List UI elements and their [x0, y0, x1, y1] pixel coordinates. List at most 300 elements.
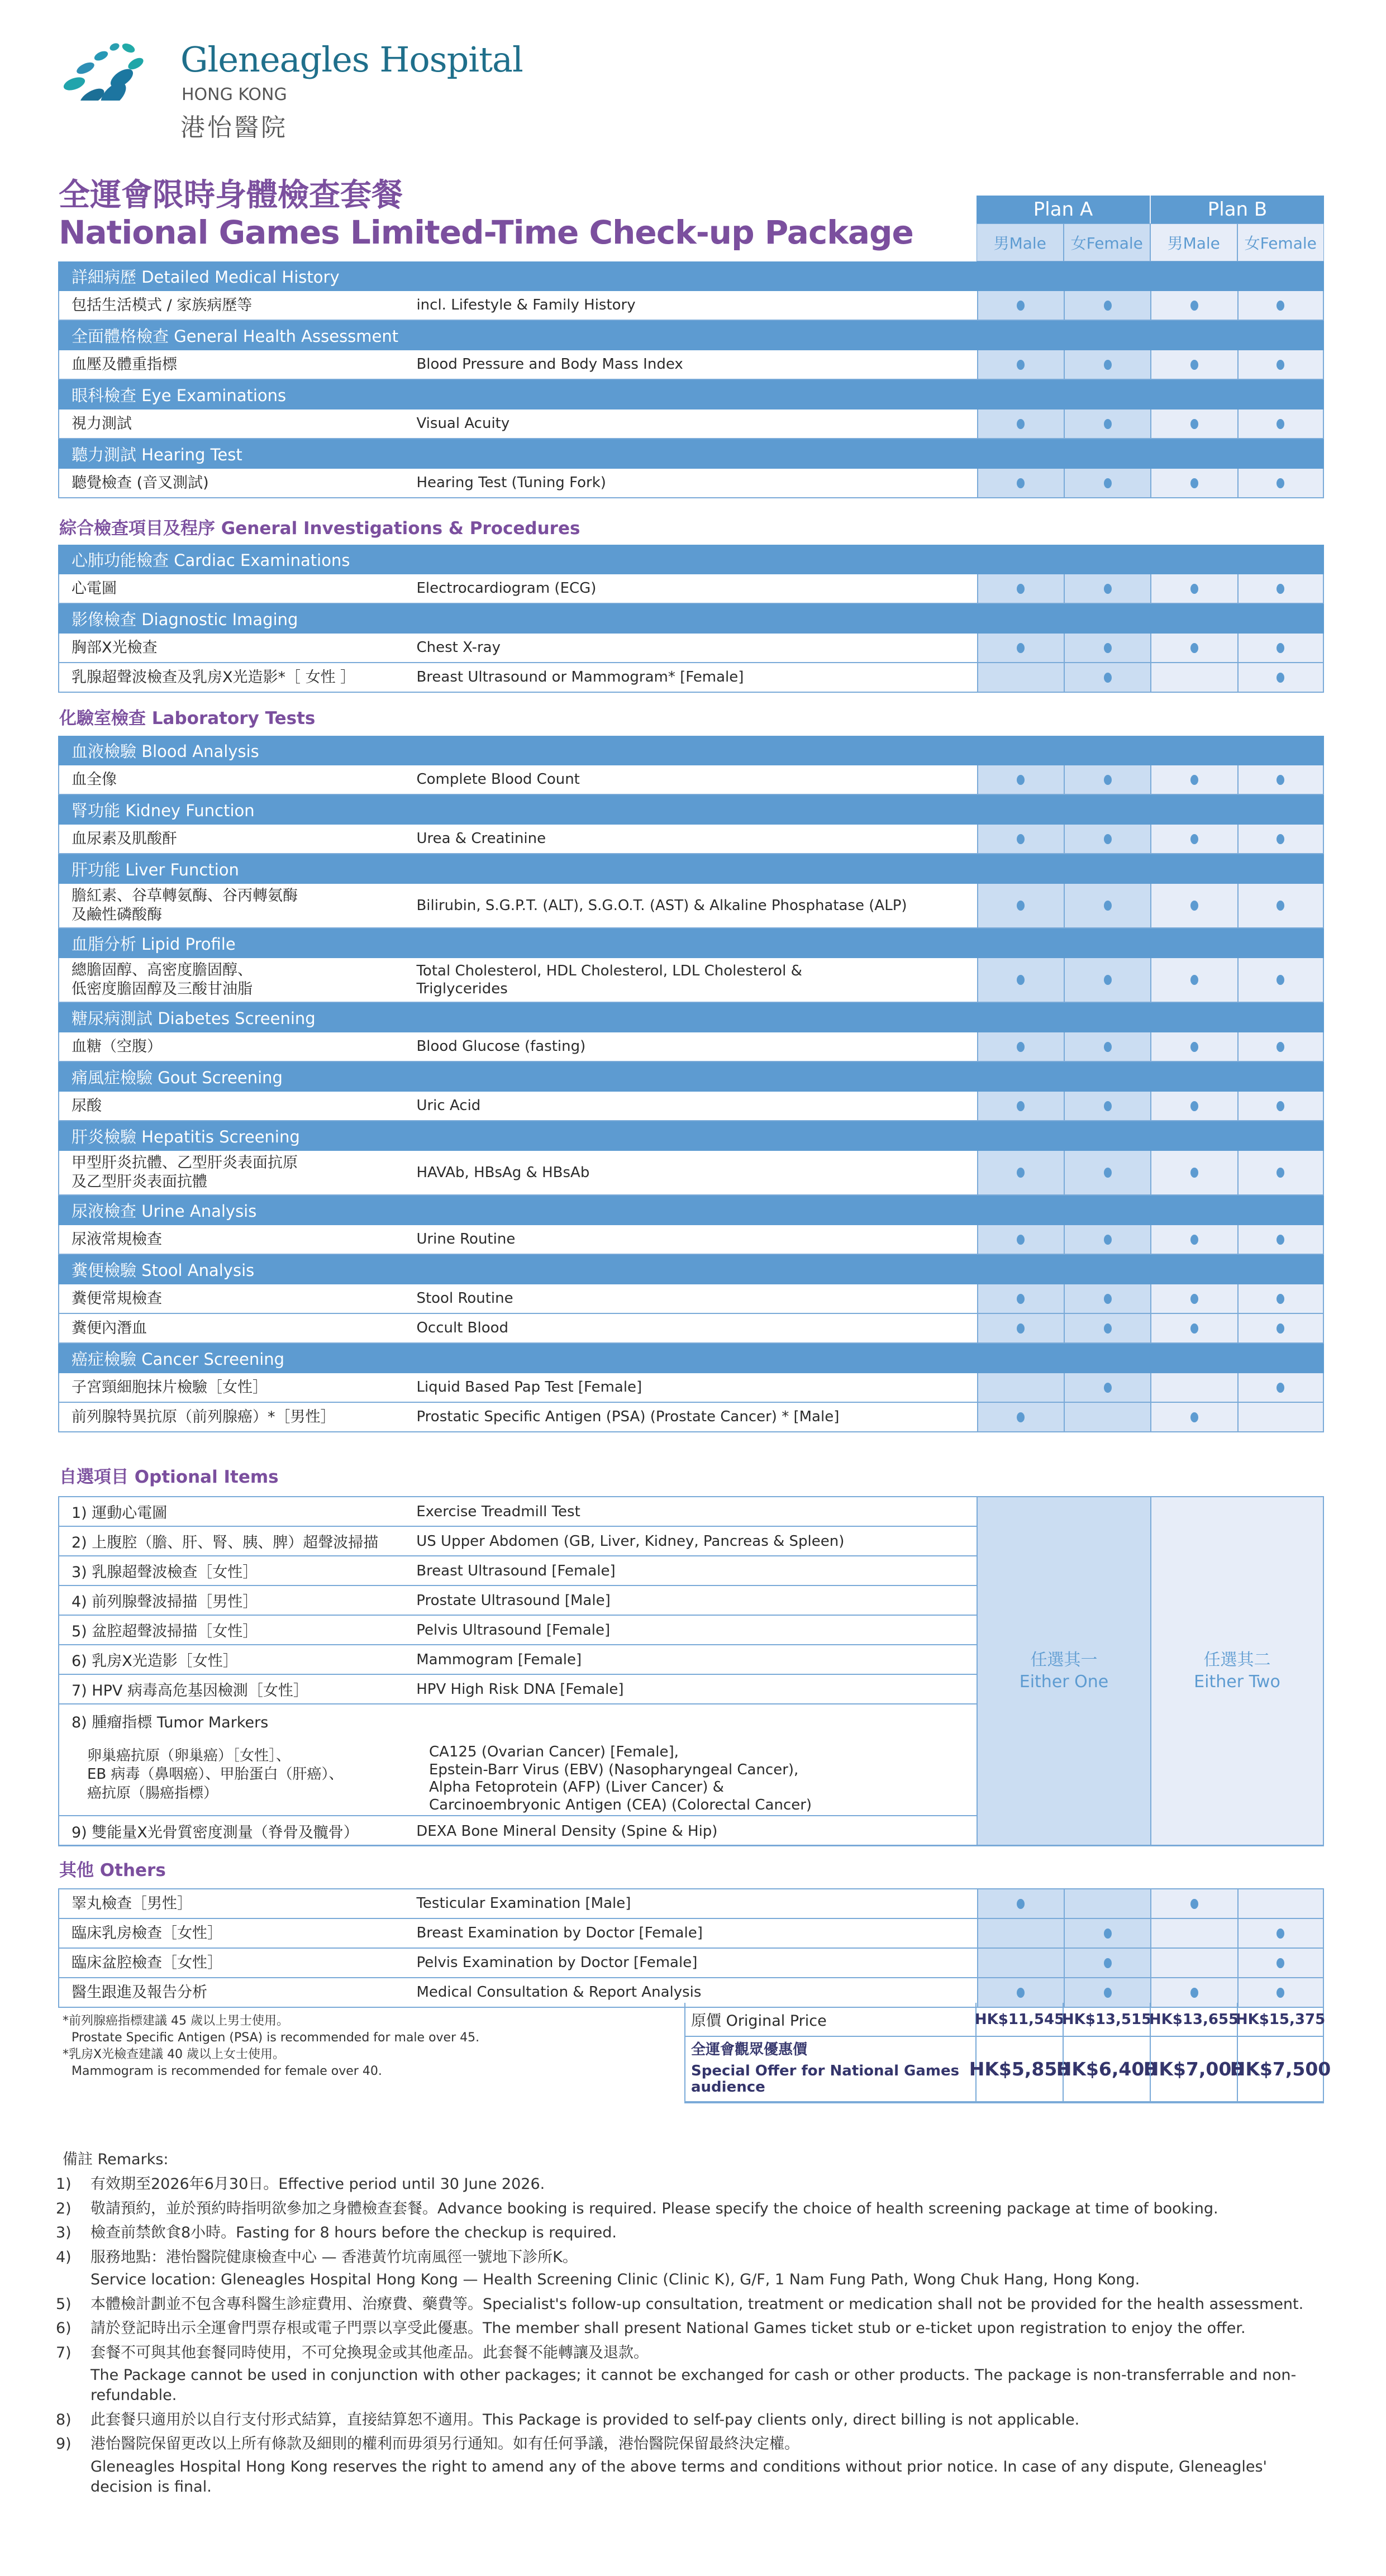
- plan-a-male-cell: [977, 1373, 1064, 1402]
- table-row: [58, 825, 1324, 854]
- laboratory-tests-table: [58, 736, 1324, 1432]
- included-dot-icon: [1190, 1101, 1198, 1111]
- optional-item-zh: 5) 盆腔超聲波掃描［女性］: [72, 1623, 258, 1640]
- included-dot-icon: [1017, 419, 1025, 429]
- plan-a-choice-en: Either One: [1019, 1672, 1109, 1692]
- original-price-row: [684, 2003, 1324, 2037]
- plan-a-female-cell: [1064, 1032, 1150, 1061]
- tumor-en-line: Alpha Fetoprotein (AFP) (Liver Cancer) &: [429, 1779, 724, 1796]
- plan-a-female-cell: [1064, 350, 1150, 379]
- included-dot-icon: [1190, 1235, 1198, 1245]
- plan-b-male-cell: [1150, 469, 1237, 497]
- hospital-region: HONG KONG: [182, 85, 287, 104]
- included-dot-icon: [1017, 775, 1025, 785]
- tumor-en-line: Epstein-Barr Virus (EBV) (Nasopharyngeal Cancer),: [429, 1761, 799, 1778]
- remark-line: Gleneagles Hospital Hong Kong reserves the right to amend any of the above terms and conditions without prior notice. In case of any dispute, Gleneagles' decision is final.: [91, 2458, 1267, 2496]
- plan-a-male-cell: [977, 469, 1064, 497]
- tumor-markers-heading: 8) 腫瘤指標 Tumor Markers: [72, 1714, 269, 1731]
- plan-a-female-cell: [1064, 825, 1150, 853]
- tumor-zh-line: 卵巢癌抗原（卵巢癌）［女性］、: [87, 1748, 291, 1764]
- item-name-zh: [59, 1092, 416, 1120]
- table-row: [58, 765, 1324, 795]
- item-zh-text: 子宮頸細胞抹片檢驗［女性］: [72, 1378, 268, 1396]
- included-dot-icon: [1017, 1323, 1025, 1334]
- remark-item: [56, 2248, 1330, 2291]
- plan-b-female-header: 女Female: [1237, 223, 1325, 261]
- optional-item: [59, 1497, 977, 1527]
- special-price-label-en: Special Offer for National Games audience: [691, 2062, 960, 2096]
- original-price-plan-b-female: HK$15,375: [1237, 2003, 1324, 2036]
- included-dot-icon: [1277, 775, 1284, 785]
- item-en-text: Blood Pressure and Body Mass Index: [416, 356, 683, 373]
- plan-b-male-cell: [1150, 1314, 1237, 1342]
- footnote-psa-en: Prostate Specific Antigen (PSA) is recommended for male over 45.: [72, 2030, 480, 2045]
- item-en-text: Occult Blood: [416, 1320, 509, 1337]
- section-title-general-investigations: 綜合檢查項目及程序 General Investigations & Procedures: [59, 518, 580, 539]
- plan-b-female-cell: [1237, 1919, 1324, 1948]
- remark-line: 服務地點：港怡醫院健康檢查中心 — 香港黃竹坑南風徑一號地下診所K。: [91, 2248, 578, 2266]
- optional-items-list: [58, 1497, 977, 1846]
- plan-b-choice-zh: 任選其二: [1203, 1650, 1271, 1670]
- included-dot-icon: [1104, 1294, 1112, 1304]
- plan-a-header: Plan A: [977, 196, 1150, 223]
- remark-item: [56, 2174, 1330, 2194]
- table-row: [58, 1092, 1324, 1121]
- included-dot-icon: [1017, 1168, 1025, 1178]
- plan-a-female-cell: [1064, 1284, 1150, 1313]
- included-dot-icon: [1104, 1383, 1112, 1393]
- included-dot-icon: [1017, 1101, 1025, 1111]
- plan-a-male-cell: [977, 884, 1064, 927]
- optional-item-en: Mammogram [Female]: [416, 1651, 582, 1668]
- plan-a-female-cell: [1064, 1092, 1150, 1120]
- plan-b-optional-choice: [1150, 1497, 1324, 1845]
- item-en-text: Hearing Test (Tuning Fork): [416, 474, 606, 492]
- tumor-zh-line: 癌抗原（腸癌指標）: [87, 1784, 218, 1802]
- remarks-heading: 備註 Remarks:: [63, 2151, 169, 2168]
- included-dot-icon: [1190, 834, 1198, 844]
- plan-b-female-cell: [1237, 410, 1324, 438]
- item-name-en: [416, 1889, 977, 1918]
- plan-b-female-cell: [1237, 1284, 1324, 1313]
- item-en-text: Blood Glucose (fasting): [416, 1038, 586, 1055]
- plan-b-male-cell: [1150, 663, 1237, 692]
- item-name-zh: [59, 1373, 416, 1402]
- remark-line: 敬請預約，並於預約時指明欲參加之身體檢查套餐。Advance booking is required. Please specify the choice of health screening package at time of booking.: [91, 2199, 1218, 2217]
- remark-item: [56, 2318, 1330, 2339]
- category-header: 聽力測試 Hearing Test: [58, 439, 1324, 469]
- category-header: 全面體格檢查 General Health Assessment: [58, 321, 1324, 350]
- item-name-en: [416, 825, 977, 853]
- plan-b-female-cell: [1237, 1403, 1324, 1431]
- included-dot-icon: [1104, 1235, 1112, 1245]
- item-zh-text: 包括生活模式 / 家族病歷等: [72, 296, 253, 314]
- plan-a-male-header: 男Male: [977, 223, 1064, 261]
- item-name-en: [416, 1919, 977, 1948]
- item-name-zh: [59, 1284, 416, 1313]
- plan-b-female-cell: [1237, 1151, 1324, 1194]
- plan-b-female-cell: [1237, 291, 1324, 320]
- table-row: [58, 1919, 1324, 1949]
- item-en-text: Uric Acid: [416, 1097, 481, 1115]
- included-dot-icon: [1277, 1101, 1284, 1111]
- item-name-en: [416, 574, 977, 603]
- item-name-zh: [59, 1225, 416, 1254]
- included-dot-icon: [1277, 1042, 1284, 1052]
- item-name-en: [416, 1314, 977, 1342]
- general-investigations-table: [58, 545, 1324, 693]
- item-name-zh: [59, 1889, 416, 1918]
- item-en-text: incl. Lifestyle & Family History: [416, 297, 636, 314]
- plan-b-male-cell: [1150, 410, 1237, 438]
- item-name-en: [416, 1284, 977, 1313]
- item-name-zh: [59, 1151, 416, 1194]
- tumor-en-line: Carcinoembryonic Antigen (CEA) (Colorectal Cancer): [429, 1797, 812, 1814]
- hospital-name-zh: 港怡醫院: [180, 113, 288, 142]
- tumor-en-line: CA125 (Ovarian Cancer) [Female],: [429, 1744, 679, 1760]
- remark-item: [56, 2410, 1330, 2430]
- plan-a-female-cell: [1064, 1373, 1150, 1402]
- included-dot-icon: [1190, 775, 1198, 785]
- item-name-en: [416, 410, 977, 438]
- plan-a-male-cell: [977, 1092, 1064, 1120]
- plan-b-male-cell: [1150, 1092, 1237, 1120]
- included-dot-icon: [1017, 834, 1025, 844]
- item-zh-text: 血糖（空腹）: [72, 1037, 162, 1055]
- plan-b-female-cell: [1237, 958, 1324, 1002]
- remark-text: [91, 2318, 1330, 2339]
- plan-a-male-cell: [977, 1949, 1064, 1977]
- category-header: 眼科檢查 Eye Examinations: [58, 380, 1324, 410]
- item-zh-text: 醫生跟進及報告分析: [72, 1983, 207, 2001]
- item-name-en: [416, 663, 977, 692]
- included-dot-icon: [1277, 975, 1284, 985]
- optional-item-zh: 9) 雙能量X光骨質密度測量（脊骨及髖骨）: [72, 1824, 359, 1841]
- item-zh-text-line2: 及鹼性磷酸酶: [72, 906, 162, 923]
- plan-b-male-cell: [1150, 1284, 1237, 1313]
- category-header: 肝功能 Liver Function: [58, 854, 1324, 884]
- included-dot-icon: [1277, 301, 1284, 311]
- included-dot-icon: [1017, 1412, 1025, 1422]
- item-zh-text: 聽覺檢查 (音叉測試): [72, 474, 209, 492]
- item-en-text: Stool Routine: [416, 1290, 513, 1307]
- included-dot-icon: [1104, 643, 1112, 653]
- plan-a-female-cell: [1064, 958, 1150, 1002]
- footnote-mammogram-en: Mammogram is recommended for female over 40.: [72, 2064, 382, 2078]
- included-dot-icon: [1190, 1168, 1198, 1178]
- table-row: [58, 1314, 1324, 1344]
- plan-a-female-header: 女Female: [1064, 223, 1151, 261]
- optional-item-tumor-markers: [59, 1704, 977, 1816]
- special-price-label: [685, 2037, 975, 2101]
- optional-item-en: Exercise Treadmill Test: [416, 1503, 580, 1520]
- plan-a-optional-choice: [977, 1497, 1150, 1845]
- remark-number: 2): [56, 2199, 72, 2217]
- special-price-plan-b-male: HK$7,000: [1150, 2037, 1237, 2101]
- item-name-en: [416, 1373, 977, 1402]
- included-dot-icon: [1190, 419, 1198, 429]
- plan-a-female-cell: [1064, 1949, 1150, 1977]
- remark-number: 1): [56, 2175, 72, 2193]
- table-row: [58, 1403, 1324, 1432]
- item-en-text: Bilirubin, S.G.P.T. (ALT), S.G.O.T. (AST) & Alkaline Phosphatase (ALP): [416, 897, 907, 914]
- optional-item-zh: 2) 上腹腔（膽、肝、腎、胰、脾）超聲波掃描: [72, 1534, 379, 1551]
- item-name-zh: [59, 291, 416, 320]
- item-name-en: [416, 884, 977, 927]
- item-name-zh: [59, 1314, 416, 1342]
- item-name-en: [416, 634, 977, 662]
- remark-text: [91, 2343, 1330, 2406]
- included-dot-icon: [1190, 301, 1198, 311]
- item-zh-text: 胸部X光檢查: [72, 639, 158, 656]
- item-en-text: Breast Ultrasound or Mammogram* [Female]: [416, 669, 744, 686]
- item-name-zh: [59, 574, 416, 603]
- plan-a-male-cell: [977, 410, 1064, 438]
- plan-a-female-cell: [1064, 1151, 1150, 1194]
- plan-b-female-cell: [1237, 663, 1324, 692]
- included-dot-icon: [1017, 643, 1025, 653]
- tumor-markers-en: [429, 1744, 812, 1815]
- included-dot-icon: [1190, 1899, 1198, 1909]
- included-dot-icon: [1104, 834, 1112, 844]
- item-en-text: Complete Blood Count: [416, 771, 580, 788]
- category-header: 肝炎檢驗 Hepatitis Screening: [58, 1121, 1324, 1151]
- section-title-optional-items: 自選項目 Optional Items: [59, 1467, 279, 1487]
- plan-a-choice-zh: 任選其一: [1030, 1650, 1098, 1670]
- table-row: [58, 1032, 1324, 1062]
- table-row: [58, 958, 1324, 1003]
- included-dot-icon: [1017, 1294, 1025, 1304]
- plan-b-male-cell: [1150, 1949, 1237, 1977]
- item-en-text: Liquid Based Pap Test [Female]: [416, 1379, 642, 1396]
- section-title-laboratory-tests: 化驗室檢查 Laboratory Tests: [59, 708, 316, 728]
- item-zh-text: 視力測試: [72, 415, 132, 432]
- optional-item-dexa: [59, 1816, 977, 1846]
- optional-item: [59, 1527, 977, 1556]
- plan-a-male-cell: [977, 291, 1064, 320]
- plan-a-male-cell: [977, 574, 1064, 603]
- plan-b-female-cell: [1237, 574, 1324, 603]
- included-dot-icon: [1277, 1958, 1284, 1968]
- included-dot-icon: [1104, 478, 1112, 488]
- item-zh-text: 血尿素及肌酸酐: [72, 830, 177, 847]
- included-dot-icon: [1277, 360, 1284, 370]
- item-zh-text: 睪丸檢查［男性］: [72, 1894, 192, 1912]
- included-dot-icon: [1104, 301, 1112, 311]
- plan-a-female-cell: [1064, 765, 1150, 794]
- plan-b-male-cell: [1150, 765, 1237, 794]
- plan-b-female-cell: [1237, 1889, 1324, 1918]
- plan-a-male-cell: [977, 634, 1064, 662]
- included-dot-icon: [1104, 1101, 1112, 1111]
- plan-a-male-cell: [977, 663, 1064, 692]
- remark-text: [91, 2410, 1330, 2430]
- included-dot-icon: [1017, 1899, 1025, 1909]
- category-header: 血脂分析 Lipid Profile: [58, 928, 1324, 958]
- tumor-markers-zh: [87, 1747, 344, 1803]
- included-dot-icon: [1277, 1323, 1284, 1334]
- plan-b-male-cell: [1150, 958, 1237, 1002]
- original-price-plan-a-female: HK$13,515: [1063, 2003, 1150, 2036]
- included-dot-icon: [1277, 1383, 1284, 1393]
- remark-number: 3): [56, 2224, 72, 2242]
- included-dot-icon: [1190, 1323, 1198, 1334]
- plan-b-male-cell: [1150, 1032, 1237, 1061]
- plan-a-female-cell: [1064, 634, 1150, 662]
- page-title-en: National Games Limited-Time Check-up Package: [59, 213, 913, 251]
- included-dot-icon: [1017, 1042, 1025, 1052]
- plan-b-male-cell: [1150, 1373, 1237, 1402]
- table-row: [58, 1373, 1324, 1403]
- item-zh-text: 血壓及體重指標: [72, 355, 177, 373]
- item-name-zh: [59, 765, 416, 794]
- plan-a-female-cell: [1064, 574, 1150, 603]
- item-name-zh: [59, 350, 416, 379]
- plan-b-male-cell: [1150, 350, 1237, 379]
- plan-b-choice-en: Either Two: [1194, 1672, 1280, 1692]
- plan-b-female-cell: [1237, 1032, 1324, 1061]
- included-dot-icon: [1277, 584, 1284, 594]
- category-header: 詳細病歷 Detailed Medical History: [58, 261, 1324, 291]
- plan-b-female-cell: [1237, 1949, 1324, 1977]
- item-zh-text: 心電圖: [72, 579, 117, 597]
- remark-item: [56, 2294, 1330, 2315]
- item-name-zh: [59, 410, 416, 438]
- included-dot-icon: [1190, 1042, 1198, 1052]
- remark-line: Service location: Gleneagles Hospital Hong Kong — Health Screening Clinic (Clinic K), G/F, 1 Nam Fung Path, Wong Chuk Hang, Hong Kong.: [91, 2271, 1140, 2289]
- plan-b-male-cell: [1150, 884, 1237, 927]
- plan-a-male-cell: [977, 1889, 1064, 1918]
- plan-b-male-cell: [1150, 634, 1237, 662]
- table-row: [58, 884, 1324, 928]
- item-en-text: Total Cholesterol, HDL Cholesterol, LDL Cholesterol &: [416, 962, 802, 979]
- remark-text: [91, 2434, 1330, 2497]
- included-dot-icon: [1277, 1294, 1284, 1304]
- table-row: [58, 1225, 1324, 1255]
- plan-a-female-cell: [1064, 1314, 1150, 1342]
- included-dot-icon: [1104, 775, 1112, 785]
- included-dot-icon: [1277, 834, 1284, 844]
- item-name-zh: [59, 1403, 416, 1431]
- included-dot-icon: [1277, 643, 1284, 653]
- plan-b-male-cell: [1150, 1225, 1237, 1254]
- item-zh-text: 總膽固醇、高密度膽固醇、: [72, 961, 253, 979]
- optional-item: [59, 1616, 977, 1645]
- item-en-text: Medical Consultation & Report Analysis: [416, 1984, 702, 2001]
- footnotes: [63, 2013, 479, 2080]
- item-zh-text: 膽紅素、谷草轉氨酶、谷丙轉氨酶: [72, 887, 298, 905]
- remark-item: [56, 2343, 1330, 2406]
- category-header: 癌症檢驗 Cancer Screening: [58, 1344, 1324, 1373]
- item-en-text: Breast Examination by Doctor [Female]: [416, 1925, 703, 1942]
- item-en-text: Pelvis Examination by Doctor [Female]: [416, 1954, 698, 1972]
- table-row: [58, 1889, 1324, 1919]
- original-price-label: 原價 Original Price: [691, 2012, 827, 2030]
- plan-b-female-cell: [1237, 1373, 1324, 1402]
- plan-a-male-cell: [977, 1032, 1064, 1061]
- plan-a-male-cell: [977, 1403, 1064, 1431]
- plan-a-female-cell: [1064, 1225, 1150, 1254]
- plan-b-male-cell: [1150, 574, 1237, 603]
- optional-item-zh: 4) 前列腺聲波掃描［男性］: [72, 1593, 258, 1611]
- plan-a-male-cell: [977, 1284, 1064, 1313]
- included-dot-icon: [1190, 1294, 1198, 1304]
- plan-a-female-cell: [1064, 410, 1150, 438]
- item-name-zh: [59, 825, 416, 853]
- optional-item: [59, 1556, 977, 1586]
- included-dot-icon: [1190, 478, 1198, 488]
- included-dot-icon: [1104, 1042, 1112, 1052]
- item-zh-text-line2: 及乙型肝炎表面抗體: [72, 1173, 207, 1191]
- remark-line: 有效期至2026年6月30日。Effective period until 30 June 2026.: [91, 2175, 545, 2193]
- remarks: [56, 2150, 1330, 2502]
- remark-number: 8): [56, 2411, 72, 2429]
- plan-a-female-cell: [1064, 469, 1150, 497]
- item-zh-text: 尿酸: [72, 1097, 102, 1115]
- item-name-en: [416, 291, 977, 320]
- included-dot-icon: [1104, 584, 1112, 594]
- item-zh-text: 糞便常規檢查: [72, 1289, 162, 1307]
- plan-a-male-cell: [977, 1919, 1064, 1948]
- remark-item: [56, 2199, 1330, 2219]
- plan-a-female-cell: [1064, 291, 1150, 320]
- section-title-others: 其他 Others: [59, 1860, 166, 1880]
- item-name-en: [416, 350, 977, 379]
- special-price-plan-a-male: HK$5,850: [975, 2037, 1063, 2101]
- plan-a-male-cell: [977, 1225, 1064, 1254]
- item-zh-text: 前列腺特異抗原（前列腺癌）*［男性］: [72, 1408, 336, 1426]
- included-dot-icon: [1277, 901, 1284, 911]
- optional-item-en: HPV High Risk DNA [Female]: [416, 1680, 624, 1698]
- included-dot-icon: [1017, 1235, 1025, 1245]
- item-name-zh: [59, 958, 416, 1002]
- page-title-zh: 全運會限時身體檢查套餐: [59, 177, 403, 213]
- item-name-zh: [59, 1978, 416, 2007]
- plan-a-male-cell: [977, 958, 1064, 1002]
- item-zh-text: 甲型肝炎抗體、乙型肝炎表面抗原: [72, 1154, 298, 1172]
- included-dot-icon: [1190, 584, 1198, 594]
- footnote-psa-zh: *前列腺癌指標建議 45 歲以上男士使用。: [63, 2014, 289, 2028]
- remark-number: 4): [56, 2248, 72, 2266]
- remark-line: 此套餐只適用於以自行支付形式結算，直接結算恕不適用。This Package is provided to self-pay clients only, direct billing is not applicable.: [91, 2411, 1080, 2429]
- included-dot-icon: [1104, 1323, 1112, 1334]
- table-row: [58, 291, 1324, 321]
- item-name-en: [416, 1092, 977, 1120]
- plan-b-male-header: 男Male: [1150, 223, 1237, 261]
- item-name-en: [416, 1151, 977, 1194]
- included-dot-icon: [1017, 360, 1025, 370]
- basic-assessment-table: [58, 261, 1324, 498]
- optional-item-en: DEXA Bone Mineral Density (Spine & Hip): [416, 1822, 718, 1840]
- plan-a-female-cell: [1064, 663, 1150, 692]
- item-zh-text-line2: 低密度膽固醇及三酸甘油脂: [72, 980, 253, 998]
- item-zh-text: 乳腺超聲波檢查及乳房X光造影*［ 女性 ］: [72, 668, 356, 686]
- item-zh-text: 糞便內潛血: [72, 1319, 147, 1337]
- original-price-plan-a-male: HK$11,545: [975, 2003, 1063, 2036]
- included-dot-icon: [1104, 901, 1112, 911]
- included-dot-icon: [1104, 1929, 1112, 1939]
- table-row: [58, 1284, 1324, 1314]
- remark-line: 檢查前禁飲食8小時。Fasting for 8 hours before the checkup is required.: [91, 2224, 617, 2242]
- item-zh-text: 臨床乳房檢查［女性］: [72, 1924, 222, 1942]
- included-dot-icon: [1017, 975, 1025, 985]
- included-dot-icon: [1277, 1168, 1284, 1178]
- item-name-zh: [59, 884, 416, 927]
- plan-b-male-cell: [1150, 825, 1237, 853]
- optional-item-en: Prostate Ultrasound [Male]: [416, 1592, 611, 1609]
- plan-a-male-cell: [977, 765, 1064, 794]
- category-header: 影像檢查 Diagnostic Imaging: [58, 604, 1324, 634]
